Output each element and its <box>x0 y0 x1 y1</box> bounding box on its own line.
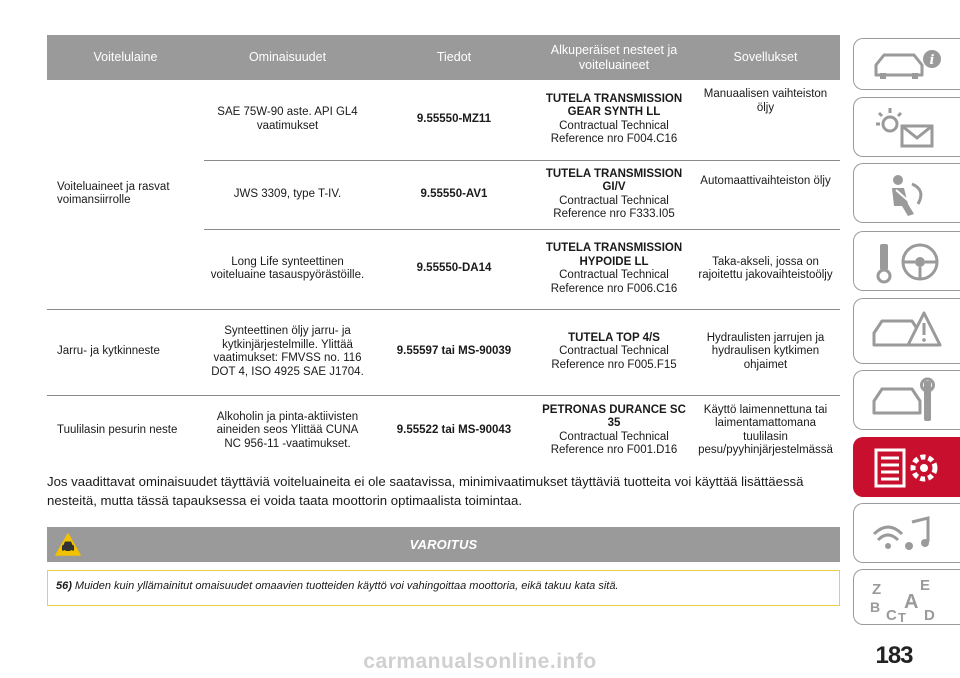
side-tab-technical-data[interactable] <box>853 437 960 497</box>
side-tab-starting-driving[interactable] <box>853 231 960 291</box>
fluid-reference: Contractual Technical Reference nro F001.D16 <box>550 430 678 457</box>
header-specs: Tiedot <box>371 35 537 80</box>
side-tab-index[interactable] <box>853 569 960 625</box>
lubricants-table <box>47 35 840 466</box>
properties-cell: Long Life synteettinen voiteluaine tasauspyörästöille. <box>204 229 371 309</box>
table-header-row <box>47 35 840 80</box>
header-lubricant: Voitelulaine <box>47 35 204 80</box>
warning-number: 56) <box>56 580 72 592</box>
lubricant-cell: Tuulilasin pesurin neste <box>47 395 204 466</box>
page-number: 183 <box>875 642 913 669</box>
index-letter: E <box>920 577 931 594</box>
fluid-reference: Contractual Technical Reference nro F333.I05 <box>553 194 675 220</box>
header-applications: Sovellukset <box>691 35 840 80</box>
multimedia-icon <box>868 510 948 560</box>
header-original-fluids: Alkuperäiset nesteet ja voiteluaineet <box>537 35 691 80</box>
side-tab-safety[interactable] <box>853 163 960 223</box>
fluid-name: TUTELA TRANSMISSION HYPOIDE LL <box>545 242 683 268</box>
fluid-cell <box>537 229 691 309</box>
properties-cell: Alkoholin ja pinta-aktiivisten aineiden seos Ylittää CUNA NC 956-11 -vaatimukset. <box>204 395 371 466</box>
maintenance-wrench-icon <box>868 377 948 427</box>
index-letter: D <box>924 607 935 624</box>
side-tab-maintenance[interactable] <box>853 370 960 430</box>
warning-title: VAROITUS <box>409 537 478 552</box>
fluid-reference: Contractual Technical Reference nro F006.C16 <box>550 269 678 295</box>
key-steering-icon <box>868 238 948 288</box>
car-info-icon <box>868 45 948 87</box>
code-cell: 9.55550-MZ11 <box>416 113 492 125</box>
fluid-reference: Contractual Technical Reference nro F005.F15 <box>551 345 677 371</box>
fluid-name: TUTELA TRANSMISSION GEAR SYNTH LL <box>545 92 683 119</box>
breakdown-triangle-icon <box>868 305 948 359</box>
table-row <box>47 395 840 466</box>
dashboard-lights-icon <box>868 104 948 154</box>
fluid-name: TUTELA TRANSMISSION GI/V <box>545 167 683 193</box>
watermark: carmanualsonline.info <box>363 650 597 673</box>
lubricant-cell: Voiteluaineet ja rasvat voimansiirrolle <box>57 180 170 207</box>
warning-body <box>47 570 840 606</box>
properties-cell: Synteettinen öljy jarru- ja kytkinjärjestelmille. Ylittää vaatimukset: FMVSS no. 116 DOT 4, ISO 4925 SAE J1704. <box>204 309 371 395</box>
application-cell: Taka-akseli, jossa on rajoitettu jakovaihteistoöljy <box>691 229 840 309</box>
warning-header <box>47 527 840 562</box>
airbag-safety-icon <box>868 170 948 220</box>
header-properties: Ominaisuudet <box>204 35 371 80</box>
application-cell: Hydraulisten jarrujen ja hydraulisen kytkimen ohjaimet <box>691 309 840 395</box>
alphabetical-index-icon <box>868 576 948 624</box>
warning-text: Muiden kuin yllämainitut omaisuudet omaavien tuotteiden käyttö voi vahingoittaa moottoria, eikä takuu kata sitä. <box>74 580 619 592</box>
code-cell: 9.55522 tai MS-90043 <box>371 395 537 466</box>
code-cell: 9.55597 tai MS-90039 <box>371 309 537 395</box>
application-cell: Käyttö laimennettuna tai laimentamattomana tuulilasin pesu/pyyhinjärjestelmässä <box>691 395 840 466</box>
svg-text:i: i <box>929 53 935 68</box>
side-tab-emergency[interactable] <box>853 298 960 364</box>
lubricant-cell: Jarru- ja kytkinneste <box>47 309 204 395</box>
table-row <box>47 309 840 395</box>
application-cell: Manuaalisen vaihteiston öljy <box>703 88 828 114</box>
fluid-cell <box>537 395 691 466</box>
table-row <box>47 80 840 160</box>
side-tab-multimedia[interactable] <box>853 503 960 563</box>
index-letter: A <box>904 591 919 613</box>
fluid-cell <box>537 309 691 395</box>
application-cell: Automaattivaihteiston öljy <box>691 160 840 229</box>
note-paragraph: Jos vaadittavat ominaisuudet täyttäviä voiteluaineita ei ole saatavissa, minimivaatimukset täyttäviä tuotteita voi käyttää lisättäessä nesteitä, mutta tässä tapauksessa ei voida taata moottorin optimaalista toimintaa. <box>47 474 804 508</box>
index-letter: T <box>898 610 906 624</box>
index-letter: C <box>886 607 897 624</box>
code-cell: 9.55550-DA14 <box>371 229 537 309</box>
side-tab-car-info[interactable] <box>853 38 960 90</box>
side-tab-dashboard[interactable] <box>853 97 960 157</box>
technical-data-icon <box>868 444 948 494</box>
fluid-name: PETRONAS DURANCE SC 35 <box>542 403 686 430</box>
fluid-cell <box>537 80 691 160</box>
code-cell: 9.55550-AV1 <box>371 160 537 229</box>
fluid-cell <box>537 160 691 229</box>
index-letter: B <box>870 599 881 615</box>
properties-cell: SAE 75W-90 aste. API GL4 vaatimukset <box>217 106 358 132</box>
fluid-name: TUTELA TOP 4/S <box>568 331 660 344</box>
properties-cell: JWS 3309, type T-IV. <box>204 160 371 229</box>
fluid-reference: Contractual Technical Reference nro F004.C16 <box>550 119 678 146</box>
index-letter: Z <box>872 581 882 598</box>
